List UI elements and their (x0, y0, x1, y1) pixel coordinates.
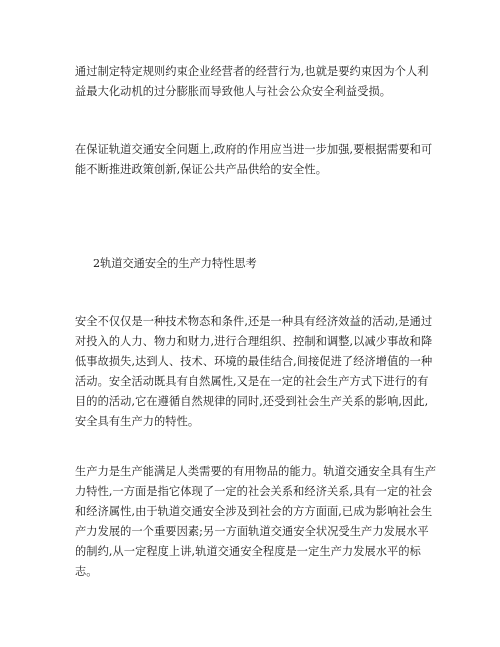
section-heading: 2轨道交通安全的生产力特性思考 (93, 257, 257, 270)
paragraph-government-role: 在保证轨道交通安全问题上,政府的作用应当进一步加强,要根据需要和可能不断推进政策创新,保证公共产品供给的安全性。 (75, 143, 433, 176)
paragraph-safety-activity: 安全不仅仅是一种技术物态和条件,还是一种具有经济效益的活动,是通过对投入的人力、物力和财力,进行合理组织、控制和调整,以减少事故和降低事故损失,达到人、技术、环境的最佳结合,间接促进了经济增值的一种活动。安全活动既具有自然属性,又是在一定的社会生产方式下进行的有目的的活动,它在遵循自然规律的同时,还受到社会生产关系的影响,因此,安全具有生产力的特性。 (75, 315, 433, 428)
paragraph-regulation: 通过制定特定规则约束企业经营者的经营行为,也就是要约束因为个人利益最大化动机的过分膨胀而导致他人与社会公众安全利益受损。 (75, 65, 429, 98)
paragraph-productivity: 生产力是生产能满足人类需要的有用物品的能力。轨道交通安全具有生产力特性,一方面是指它体现了一定的社会关系和经济关系,具有一定的社会和经济属性,由于轨道交通安全涉及到社会的方方面面,已成为影响社会生产力发展的一个重要因素;另一方面轨道交通安全状况受生产力发展水平的制约,从一定程度上讲,轨道交通安全程度是一定生产力发展水平的标志。 (75, 465, 437, 578)
